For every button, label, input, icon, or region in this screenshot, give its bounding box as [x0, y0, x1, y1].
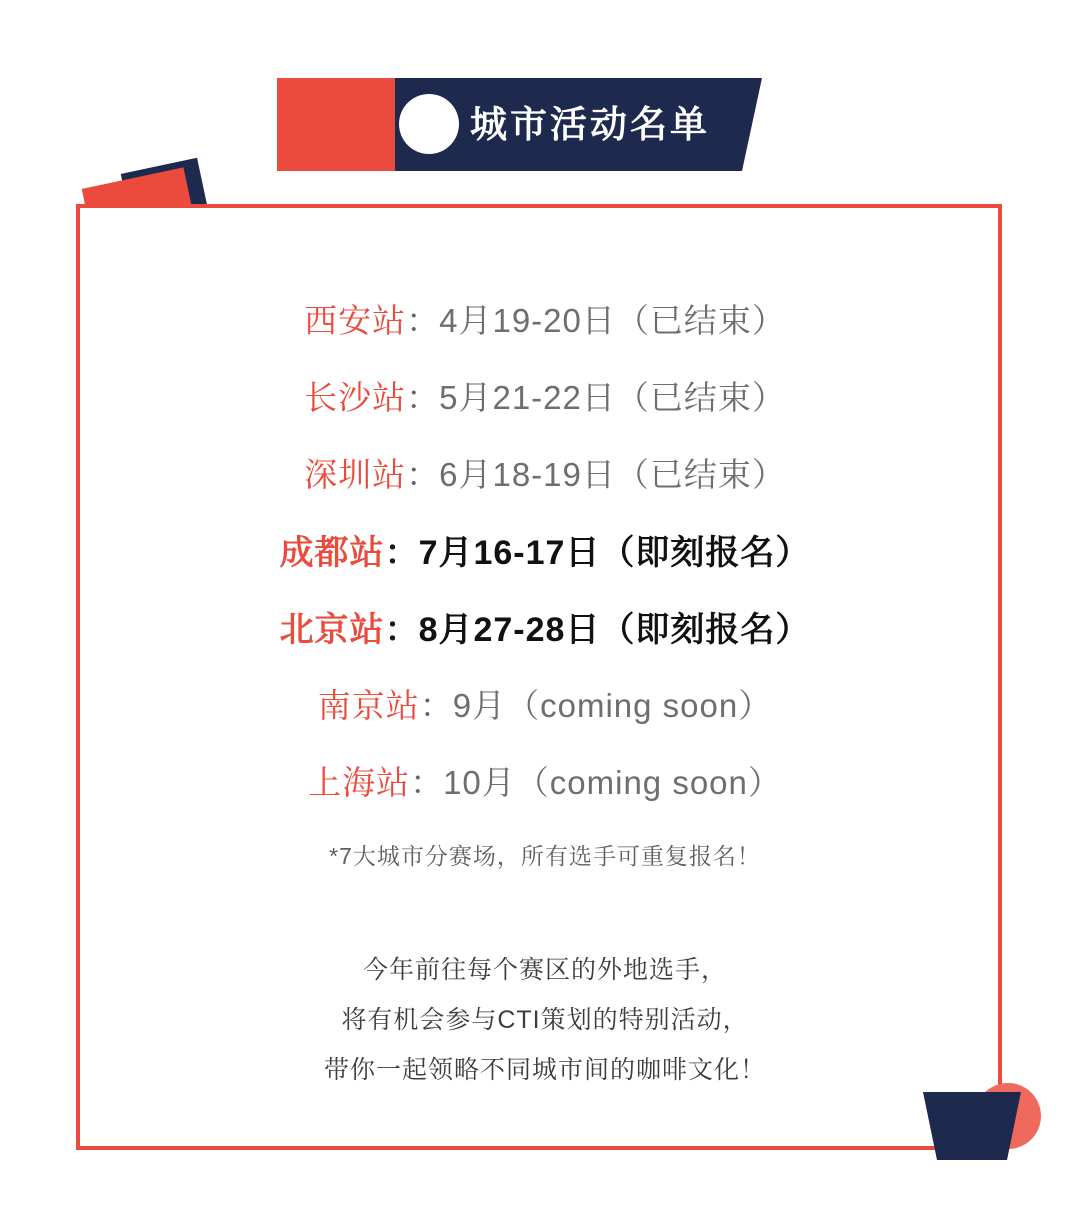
city-date: 4月19-20日（已结束） [439, 302, 786, 339]
city-separator: ： [410, 764, 444, 801]
city-date: 7月16-17日（即刻报名） [418, 534, 811, 572]
city-separator: ： [406, 302, 440, 339]
description-line: 将有机会参与CTI策划的特别活动， [341, 1006, 749, 1034]
list-item [150, 665, 940, 742]
description-line: 今年前往每个赛区的外地选手， [362, 956, 727, 984]
city-name: 深圳站 [304, 456, 407, 493]
city-schedule-list [150, 280, 940, 819]
city-date: 10月（coming soon） [443, 764, 782, 801]
city-separator: ： [406, 379, 440, 416]
corner-decoration-navy-bottom-right [923, 1092, 1021, 1160]
city-name: 成都站 [279, 534, 385, 572]
city-separator: ： [419, 687, 453, 724]
city-separator: ： [406, 456, 440, 493]
city-name: 上海站 [308, 764, 411, 801]
city-separator: ： [384, 534, 419, 572]
star-note: *7大城市分赛场，所有选手可重复报名！ [329, 843, 761, 869]
list-item [150, 434, 940, 511]
header-banner [277, 78, 762, 171]
city-name: 南京站 [317, 687, 420, 724]
city-name: 长沙站 [304, 379, 407, 416]
city-name: 北京站 [279, 611, 385, 649]
city-name: 西安站 [304, 302, 407, 339]
page-title: 城市活动名单 [470, 104, 710, 145]
list-item [150, 511, 940, 588]
list-item [150, 742, 940, 819]
city-separator: ： [384, 611, 419, 649]
list-item [150, 280, 940, 357]
description-paragraph [150, 945, 940, 1095]
city-date: 6月18-19日（已结束） [439, 456, 786, 493]
list-item [150, 357, 940, 434]
list-item [150, 588, 940, 665]
city-date: 5月21-22日（已结束） [439, 379, 786, 416]
description-line: 带你一起领略不同城市间的咖啡文化！ [323, 1056, 766, 1084]
city-date: 8月27-28日（即刻报名） [418, 611, 811, 649]
city-date: 9月（coming soon） [452, 687, 773, 724]
